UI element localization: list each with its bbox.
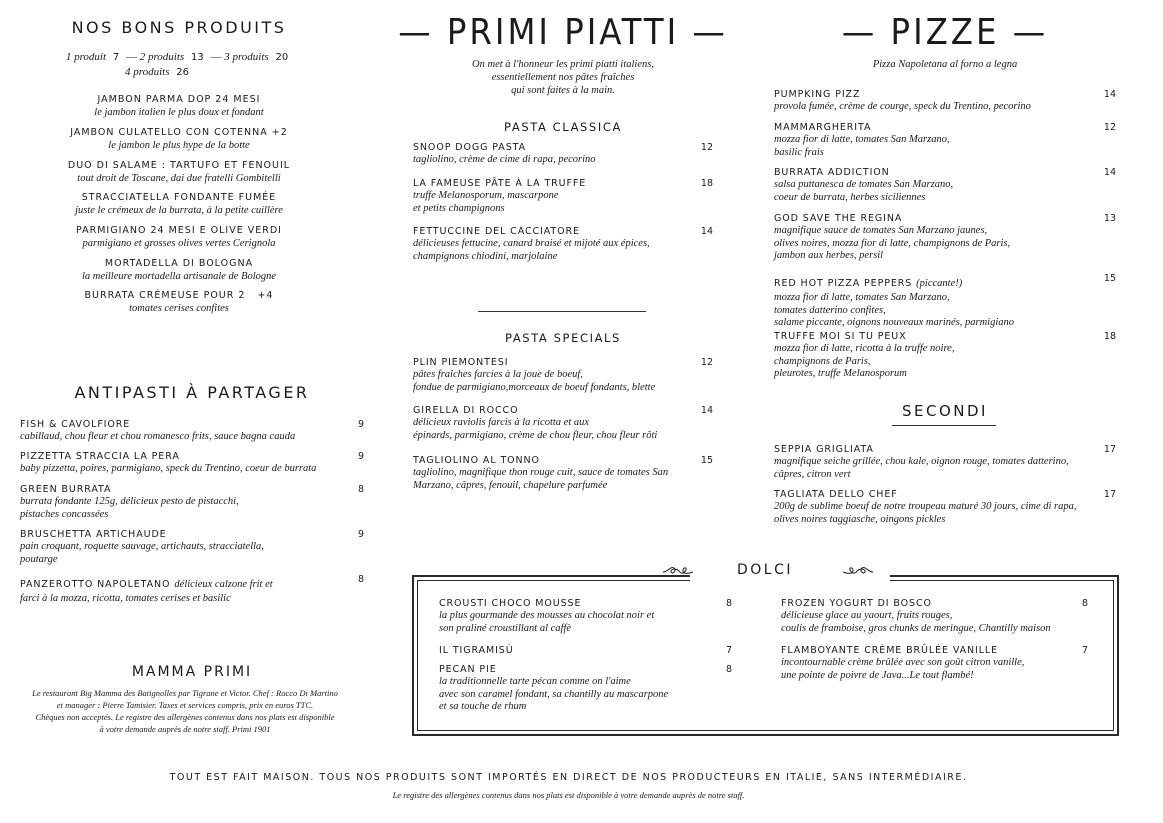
secondi-item-price: 17 — [1103, 444, 1116, 455]
dolci-item — [781, 598, 1088, 635]
antipasti-item-name: GREEN BURRATA — [20, 484, 112, 495]
pasta-item — [413, 226, 713, 263]
pasta-item-desc: et petits champignons — [413, 202, 505, 214]
footer-statement: TOUT EST FAIT MAISON. TOUS NOS PRODUITS SONT IMPORTÉS EN DIRECT DE NOS PRODUCTEURS EN ITALIE, SANS INTERMÉDIAIRE. — [169, 772, 968, 783]
pizza-item-name: MAMMARGHERITA — [774, 122, 872, 133]
bons-item — [0, 192, 358, 217]
dolci-item-name: FROZEN YOGURT DI BOSCO — [781, 598, 932, 609]
secondi-item — [774, 444, 1116, 481]
dolci-item-desc: une pointe de poivre de Java...Le tout flambé! — [781, 669, 974, 681]
bons-item-desc: la meilleure mortadella artisanale de Bologne — [81, 271, 277, 282]
pizza-item-name: TRUFFE MOI SI TU PEUX — [774, 331, 907, 342]
pasta-item-name: SNOOP DOGG PASTA — [413, 142, 526, 153]
mamma-line: et manager : Pierre Tamisier. Taxes et services compris, prix en euros TTC. — [56, 700, 314, 710]
mamma-line: Le restaurant Big Mamma des Batignolles par Tigrane et Victor. Chef : Rocco Di Martino — [32, 688, 338, 698]
pricing-3-label: 3 produits — [224, 51, 269, 63]
bons-item-desc: tout droit de Toscane, dai due fratelli Gombitelli — [77, 173, 281, 184]
pasta-divider — [478, 311, 646, 312]
pasta-specials-title: PASTA SPECIALS — [505, 331, 621, 345]
antipasti-title: ANTIPASTI À PARTAGER — [74, 383, 310, 402]
bons-item — [0, 225, 358, 250]
bons-item-name: BURRATA CRÉMEUSE POUR 2 +4 — [84, 290, 274, 301]
dolci-item-price: 8 — [725, 664, 732, 675]
dolci-item-desc: et sa touche de rhum — [439, 701, 527, 712]
bons-item — [0, 127, 358, 152]
dolci-item-desc: délicieuse glace au yaourt, fruits rouges, — [781, 610, 953, 621]
antipasti-item-name: PANZEROTTO NAPOLETANO — [20, 579, 171, 590]
pasta-item-desc: délicieux raviolis farcis à la ricotta et aux — [413, 417, 590, 428]
antipasti-item-desc: baby pizzetta, poires, parmigiano, speck du Trentino, coeur de burrata — [20, 463, 317, 474]
antipasti-item-inline-desc: délicieux calzone frit et — [174, 579, 273, 590]
pasta-item-desc: tagliolino, crème de cime di rapa, pecorino — [413, 154, 596, 165]
antipasti-item-desc: pain croquant, roquette sauvage, artichauts, stracciatella, poutarge — [20, 541, 264, 565]
dolci-item-desc: la plus gourmande des mousses au chocolat noir et — [439, 610, 655, 621]
dolci-item-name: PECAN PIE — [439, 664, 497, 675]
bons-item-name: JAMBON PARMA DOP 24 MESI — [97, 94, 261, 105]
pricing-2-price: 13 — [190, 52, 204, 63]
bons-item-name: DUO DI SALAME : TARTUFO ET FENOUIL — [67, 160, 291, 171]
antipasti-item-price: 8 — [357, 574, 364, 585]
pasta-item-price: 12 — [700, 142, 713, 153]
pizze-title: — PIZZE — — [841, 12, 1049, 53]
pizza-item-price: 12 — [1103, 122, 1116, 133]
pizza-item-price: 14 — [1103, 89, 1116, 100]
pizze-subtitle: Pizza Napoletana al forno a legna — [872, 59, 1018, 70]
pizza-item-desc: olives noires, mozza fior di latte, champignons de Paris, — [774, 237, 1011, 249]
dolci-item-desc: avec son caramel fondant, sa chantilly au mascarpone — [439, 688, 669, 700]
pizza-item-desc: mozza fior di latte, ricotta à la truffe noire, — [774, 343, 955, 354]
pasta-item — [413, 178, 713, 215]
pasta-item — [413, 357, 713, 394]
pricing-2-label: 2 produits — [139, 51, 185, 63]
primi-intro-line: essentiellement nos pâtes fraîches — [491, 72, 635, 83]
pasta-item-desc: champignons chiodini, marjolaine — [413, 250, 558, 262]
pizza-item — [774, 122, 1116, 159]
dolci-item-price: 7 — [725, 645, 732, 656]
pasta-item-desc: délicieuses fettucine, canard braisé et mijoté aux épices, — [413, 238, 650, 249]
dolci-item — [439, 645, 732, 656]
dolci-item-desc: incontournable crème brûlée avec son goût citron vanille, — [781, 657, 1025, 668]
primi-intro — [385, 58, 741, 97]
bons-item — [0, 258, 358, 283]
pizza-item-price: 18 — [1103, 331, 1116, 342]
dolci-item-desc: son praliné croustillant al caffè — [439, 622, 572, 634]
antipasti-item — [20, 574, 364, 606]
antipasti-item — [20, 451, 364, 476]
pasta-item — [413, 455, 713, 492]
secondi-item — [774, 489, 1116, 526]
antipasti-item-name: BRUSCHETTA ARTICHAUDE — [20, 529, 167, 540]
pizza-item-desc: mozza fior di latte, tomates San Marzano, — [774, 292, 950, 303]
pizza-item — [774, 331, 1116, 381]
mamma-line: Chèques non acceptés. Le registre des allergènes contenus dans nos plats est disponible — [35, 712, 335, 722]
right-swirl-icon — [842, 564, 874, 578]
antipasti-item-name: PIZZETTA STRACCIA LA PERA — [20, 451, 180, 462]
pasta-item-price: 14 — [700, 226, 713, 237]
pizza-item — [774, 167, 1116, 204]
antipasti-item — [20, 419, 364, 444]
bons-item-name: PARMIGIANO 24 MESI E OLIVE VERDI — [76, 225, 282, 236]
pizza-item-desc: pleurotes, truffe Melanosporum — [774, 368, 907, 379]
secondi-item-desc: 200g de sublime boeuf de notre troupeau maturé 30 jours, cime di rapa, — [774, 501, 1077, 512]
antipasti-item-price: 9 — [357, 529, 364, 540]
antipasti-item-desc: cabillaud, chou fleur et chou romanesco frits, sauce bagna cauda — [20, 431, 296, 442]
pasta-item-desc: pâtes fraîches farcies à la joue de boeuf, — [413, 369, 583, 380]
dolci-item — [439, 664, 732, 714]
bons-item-desc: tomates cerises confites — [129, 303, 229, 314]
secondi-item-price: 17 — [1103, 489, 1116, 500]
antipasti-item — [20, 529, 364, 566]
pizza-item-desc: tomates datterino confites, — [774, 304, 886, 316]
pricing-1-label: 1 produit — [65, 51, 107, 63]
pizza-item-note: (piccante!) — [916, 278, 963, 289]
pasta-item-desc: Marzano, câpres, fenouil, chapelure parfumée — [413, 479, 608, 491]
pasta-item — [413, 405, 713, 442]
pasta-item-price: 14 — [700, 405, 713, 416]
mamma-primi-info — [0, 687, 370, 735]
pasta-item-desc: truffe Melanosporum, mascarpone — [413, 190, 559, 201]
primi-piatti-title: — PRIMI PIATTI — — [398, 12, 728, 53]
dolci-item-price: 8 — [725, 598, 732, 609]
antipasti-item-desc: burrata fondante 125g, délicieux pesto de pistacchi, pistaches concassées — [20, 496, 239, 520]
dolci-item-name: IL TIGRAMISÙ — [439, 645, 514, 656]
pasta-item-name: GIRELLA DI ROCCO — [413, 405, 519, 416]
dolci-item-desc: coulis de framboise, gros chunks de meringue, Chantilly maison — [781, 622, 1051, 634]
pasta-item-desc: fondue de parmigiano,morceaux de boeuf fondants, blette — [413, 381, 656, 393]
primi-intro-line: On met à l'honneur les primi piatti italiens, — [472, 59, 654, 70]
bons-item-name: MORTADELLA DI BOLOGNA — [104, 258, 254, 269]
bons-produits-pricing: 1 produit 7 — 2 produits 13 — 3 produits 20 4 produits 26 — [65, 51, 289, 78]
bons-item-desc: le jambon italien le plus doux et fondant — [94, 107, 264, 118]
pizza-item — [774, 273, 1116, 330]
antipasti-item-price: 9 — [357, 419, 364, 430]
pasta-item-price: 12 — [700, 357, 713, 368]
bons-produits-title: NOS BONS PRODUITS — [71, 18, 287, 37]
pasta-item — [413, 142, 713, 167]
pizza-item-price: 13 — [1103, 213, 1116, 224]
dolci-item-desc: la traditionnelle tarte pécan comme on l'aime — [439, 676, 631, 687]
pizza-item-desc: mozza fior di latte, tomates San Marzano, — [774, 134, 950, 145]
antipasti-item-name: FISH & CAVOLFIORE — [20, 419, 131, 430]
bons-item-name: STRACCIATELLA FONDANTE FUMÉE — [81, 192, 277, 203]
pizza-item-desc: basilic frais — [774, 146, 824, 158]
pizza-item-desc: salsa puttanesca de tomates San Marzano, — [774, 179, 954, 190]
pasta-item-name: LA FAMEUSE PÂTE À LA TRUFFE — [413, 178, 587, 189]
bons-item — [0, 290, 358, 315]
pasta-item-name: FETTUCCINE DEL CACCIATORE — [413, 226, 580, 237]
dolci-title: DOLCI — [736, 562, 793, 578]
dolci-item — [781, 645, 1088, 682]
pricing-4-price: 26 — [176, 67, 189, 78]
pasta-item-desc: épinards, parmigiano, crème de chou fleur, chou fleur rôti — [413, 429, 658, 441]
pizza-item-desc: magnifique sauce de tomates San Marzano jaunes, — [774, 225, 988, 236]
left-swirl-icon — [662, 564, 694, 578]
secondi-item-name: SEPPIA GRIGLIATA — [774, 444, 874, 455]
dolci-item-price: 7 — [1081, 645, 1088, 656]
dolci-item-name: FLAMBOYANTE CRÈME BRÛLÉE VANILLE — [781, 645, 999, 656]
pizza-item-name: PUMPKING PIZZ — [774, 89, 861, 100]
pricing-3-price: 20 — [275, 52, 289, 63]
mamma-line: à votre demande auprès de notre staff. Primi 1901 — [99, 724, 271, 734]
pasta-classica-title: PASTA CLASSICA — [504, 120, 622, 134]
bons-item — [0, 94, 358, 119]
pizza-item-desc: provola fumée, crème de courge, speck du Trentino, pecorino — [774, 101, 1031, 112]
pizza-item-desc: jambon aux herbes, persil — [774, 250, 884, 261]
pasta-item-desc: tagliolino, magnifique thon rouge cuit, sauce de tomates San — [413, 467, 669, 478]
secondi-item-desc: olives noires taggiasche, oingons pickles — [774, 513, 946, 525]
dolci-item — [439, 598, 732, 635]
pizza-item-desc: salame piccante, oignons nouveaux marinés, parmigiano — [774, 317, 1015, 328]
pizza-item-desc: champignons de Paris, — [774, 355, 871, 367]
secondi-title: SECONDI — [902, 402, 988, 420]
bons-item-name: JAMBON CULATELLO CON COTENNA +2 — [70, 127, 288, 138]
secondi-item-name: TAGLIATA DELLO CHEF — [774, 489, 898, 500]
pizza-item — [774, 213, 1116, 263]
antipasti-item-price: 9 — [357, 451, 364, 462]
secondi-item-desc: magnifique seiche grillée, chou kale, oignon rouge, tomates datterino, — [774, 456, 1069, 467]
pizza-item-name: RED HOT PIZZA PEPPERS — [774, 278, 913, 289]
secondi-underline — [892, 425, 996, 426]
pasta-item-name: TAGLIOLINO AL TONNO — [413, 455, 540, 466]
pasta-item-name: PLIN PIEMONTESI — [413, 357, 509, 368]
antipasti-item — [20, 484, 364, 521]
pricing-1-price: 7 — [112, 52, 120, 63]
pizza-item-price: 14 — [1103, 167, 1116, 178]
pasta-item-price: 18 — [700, 178, 713, 189]
pizza-item — [774, 89, 1116, 114]
antipasti-item-price: 8 — [357, 484, 364, 495]
antipasti-item-desc: farci à la mozza, ricotta, tomates cerises et basilic — [20, 593, 231, 604]
secondi-item-desc: câpres, citron vert — [774, 468, 851, 480]
pizza-item-price: 15 — [1103, 273, 1116, 284]
pasta-item-price: 15 — [700, 455, 713, 466]
mamma-primi-title: MAMMA PRIMI — [131, 664, 253, 680]
footer-allergens: Le registre des allergènes contenus dans nos plats est disponible à votre demande auprès de notre staff. — [392, 790, 745, 800]
primi-intro-line: qui sont faites à la main. — [511, 85, 615, 96]
bons-item-desc: parmigiano et grosses olives vertes Cerignola — [82, 238, 276, 249]
pricing-4-label: 4 produits — [125, 66, 170, 78]
pizza-item-name: GOD SAVE THE REGINA — [774, 213, 903, 224]
pizza-item-desc: coeur de burrata, herbes siciliennes — [774, 191, 926, 203]
dolci-item-name: CROUSTI CHOCO MOUSSE — [439, 598, 582, 609]
bons-item-desc: le jambon le plus hype de la botte — [108, 140, 250, 151]
pizza-item-name: BURRATA ADDICTION — [774, 167, 890, 178]
dolci-item-price: 8 — [1081, 598, 1088, 609]
bons-item — [0, 160, 358, 185]
bons-item-desc: juste le crémeux de la burrata, à la petite cuillère — [75, 205, 283, 216]
